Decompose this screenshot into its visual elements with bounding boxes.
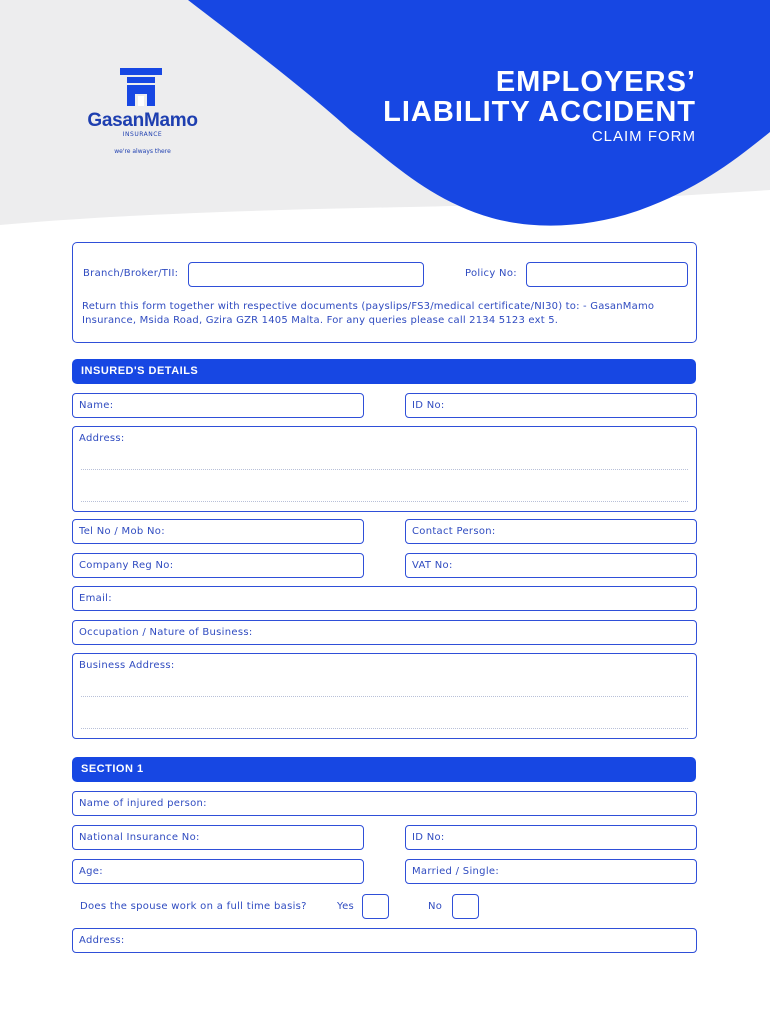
- brand-name: GasanMamo: [87, 110, 198, 131]
- business-address-line-1: [81, 696, 688, 697]
- insured-details-header: [72, 359, 696, 384]
- contact-person-field[interactable]: [405, 519, 697, 544]
- title-line-1: EMPLOYERS’: [495, 66, 696, 98]
- tel-label: Tel No / Mob No:: [79, 526, 165, 537]
- insured-name-label: Name:: [79, 400, 114, 411]
- injured-name-label: Name of injured person:: [79, 798, 207, 809]
- insured-id-label: ID No:: [412, 400, 445, 411]
- ni-label: National Insurance No:: [79, 832, 200, 843]
- business-address-field[interactable]: [72, 653, 697, 739]
- occupation-field[interactable]: [72, 620, 697, 645]
- title-line-3: CLAIM FORM: [591, 128, 696, 145]
- business-address-label: Business Address:: [79, 660, 175, 671]
- spouse-question: Does the spouse work on a full time basis?: [80, 901, 307, 912]
- no-label: No: [428, 901, 443, 912]
- contact-person-label: Contact Person:: [412, 526, 496, 537]
- insured-address-field[interactable]: [72, 426, 697, 512]
- age-label: Age:: [79, 866, 103, 877]
- return-instructions: Return this form together with respective documents (payslips/FS3/medical certificate/NI30) to: - GasanMamo Insurance, Msida Road, Gzira GZR 1405 Malta. For any queries please call 2134 5123 ext 5.: [82, 301, 655, 326]
- injured-id-label: ID No:: [412, 832, 445, 843]
- brand-logo: [70, 68, 215, 163]
- branch-label: Branch/Broker/TII:: [83, 268, 179, 279]
- injured-id-field[interactable]: [405, 825, 697, 850]
- injured-address-label: Address:: [79, 935, 125, 946]
- vat-field[interactable]: [405, 553, 697, 578]
- marital-status-field[interactable]: [405, 859, 697, 884]
- title-line-2: LIABILITY ACCIDENT: [383, 96, 696, 128]
- insured-name-field[interactable]: [72, 393, 364, 418]
- section1-header: [72, 757, 696, 782]
- policy-input[interactable]: [526, 262, 688, 287]
- brand-sub: INSURANCE: [122, 131, 163, 138]
- age-field[interactable]: [72, 859, 364, 884]
- policy-label: Policy No:: [465, 268, 517, 279]
- yes-label: Yes: [337, 901, 355, 912]
- section1-heading: SECTION 1: [81, 763, 144, 775]
- business-address-line-2: [81, 728, 688, 729]
- marital-status-label: Married / Single:: [412, 866, 500, 877]
- address-line-2: [81, 501, 688, 502]
- tel-field[interactable]: [72, 519, 364, 544]
- insured-address-label: Address:: [79, 433, 125, 444]
- company-reg-field[interactable]: [72, 553, 364, 578]
- email-field[interactable]: [72, 586, 697, 611]
- address-line-1: [81, 469, 688, 470]
- email-label: Email:: [79, 593, 112, 604]
- vat-label: VAT No:: [412, 560, 453, 571]
- insured-id-field[interactable]: [405, 393, 697, 418]
- yes-checkbox[interactable]: [362, 894, 389, 919]
- company-reg-label: Company Reg No:: [79, 560, 174, 571]
- no-checkbox[interactable]: [452, 894, 479, 919]
- ni-field[interactable]: [72, 825, 364, 850]
- occupation-label: Occupation / Nature of Business:: [79, 627, 253, 638]
- insured-details-heading: INSURED'S DETAILS: [81, 365, 199, 377]
- branch-input[interactable]: [188, 262, 424, 287]
- injured-name-field[interactable]: [72, 791, 697, 816]
- injured-address-field[interactable]: [72, 928, 697, 953]
- brand-tagline: we're always there: [114, 148, 171, 155]
- lighthouse-icon: [70, 68, 215, 110]
